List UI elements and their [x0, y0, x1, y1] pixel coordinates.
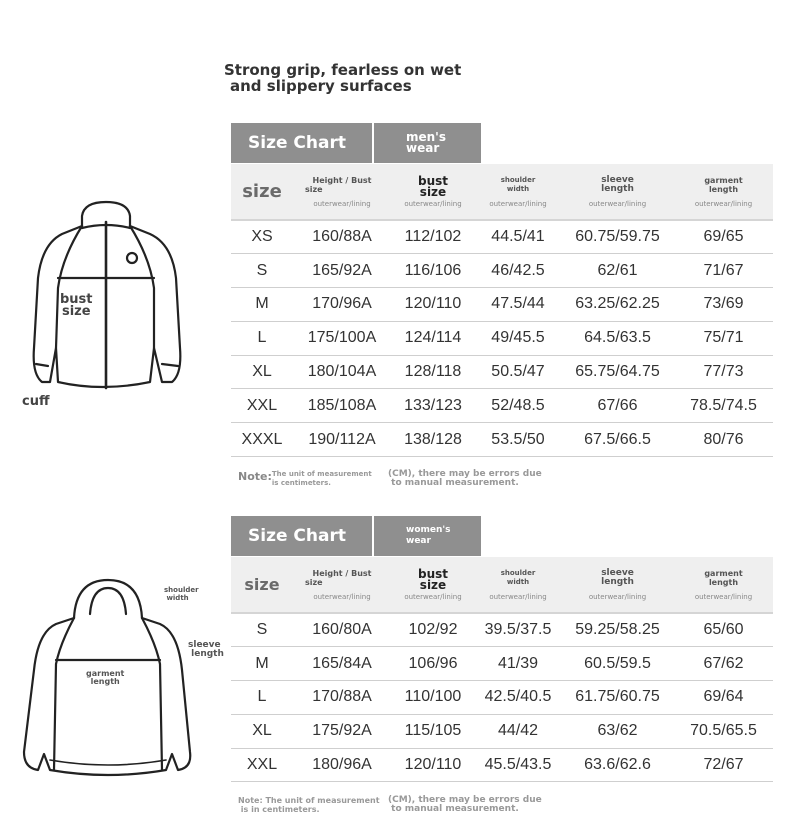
mens-header-garment: garment length outerwear/lining: [674, 164, 773, 220]
size-cell: S: [231, 254, 293, 288]
measurement-cell: 44/42: [475, 714, 561, 748]
size-cell: S: [231, 613, 293, 647]
table-row: [231, 288, 773, 322]
womens-tab-subtitle: women's wear: [374, 516, 481, 556]
table-row: [231, 714, 773, 748]
measurement-cell: 69/64: [674, 681, 773, 715]
mens-size-chart-tab: [231, 123, 481, 163]
measurement-cell: 50.5/47: [475, 355, 561, 389]
measurement-cell: 185/108A: [293, 389, 391, 423]
womens-header-bust: bust size outerwear/lining: [391, 557, 475, 613]
measurement-cell: 47.5/44: [475, 288, 561, 322]
measurement-cell: 112/102: [391, 220, 475, 254]
measurement-cell: 160/88A: [293, 220, 391, 254]
measurement-cell: 52/48.5: [475, 389, 561, 423]
measurement-cell: 160/80A: [293, 613, 391, 647]
table-row: [231, 254, 773, 288]
measurement-cell: 180/96A: [293, 748, 391, 782]
mens-note: Note:The unit of measurement is centimeters. (CM), there may be errors due to manual measurement.: [238, 469, 542, 488]
size-cell: XL: [231, 355, 293, 389]
measurement-cell: 53.5/50: [475, 423, 561, 457]
measurement-cell: 165/84A: [293, 647, 391, 681]
table-row: [231, 389, 773, 423]
mens-tab-title: Size Chart: [231, 123, 372, 163]
measurement-cell: 46/42.5: [475, 254, 561, 288]
mens-header-height-bust: Height / Bust size outerwear/lining: [293, 164, 391, 220]
measurement-cell: 165/92A: [293, 254, 391, 288]
size-cell: XXXL: [231, 423, 293, 457]
table-row: [231, 613, 773, 647]
measurement-cell: 67.5/66.5: [561, 423, 674, 457]
measurement-cell: 80/76: [674, 423, 773, 457]
mens-tab-subtitle: men's wear: [374, 123, 481, 163]
mens-header-row: [231, 164, 773, 220]
measurement-cell: 120/110: [391, 288, 475, 322]
womens-note: Note: The unit of measurement is in centimeters. (CM), there may be errors due to manual measurement.: [238, 795, 542, 814]
size-cell: L: [231, 681, 293, 715]
measurement-cell: 170/96A: [293, 288, 391, 322]
measurement-cell: 180/104A: [293, 355, 391, 389]
size-cell: M: [231, 288, 293, 322]
size-cell: XXL: [231, 748, 293, 782]
measurement-cell: 41/39: [475, 647, 561, 681]
measurement-cell: 124/114: [391, 321, 475, 355]
size-cell: XL: [231, 714, 293, 748]
womens-header-garment: garment length outerwear/lining: [674, 557, 773, 613]
measurement-cell: 170/88A: [293, 681, 391, 715]
measurement-cell: 175/92A: [293, 714, 391, 748]
measurement-cell: 60.75/59.75: [561, 220, 674, 254]
womens-garment-length-label: garment length: [86, 669, 125, 686]
measurement-cell: 63/62: [561, 714, 674, 748]
womens-sleeve-length-label: sleeve length: [188, 640, 224, 659]
table-row: [231, 355, 773, 389]
measurement-cell: 78.5/74.5: [674, 389, 773, 423]
measurement-cell: 120/110: [391, 748, 475, 782]
measurement-cell: 42.5/40.5: [475, 681, 561, 715]
size-cell: M: [231, 647, 293, 681]
headline-line-1: Strong grip, fearless on wet: [224, 61, 462, 79]
size-cell: XXL: [231, 389, 293, 423]
mens-header-bust: bust size outerwear/lining: [391, 164, 475, 220]
mens-cuff-label: cuff: [22, 394, 50, 409]
womens-size-table: [231, 557, 773, 782]
measurement-cell: 65/60: [674, 613, 773, 647]
measurement-cell: 65.75/64.75: [561, 355, 674, 389]
mens-size-table: [231, 164, 773, 457]
measurement-cell: 67/66: [561, 389, 674, 423]
womens-size-chart-tab: [231, 516, 481, 556]
measurement-cell: 59.25/58.25: [561, 613, 674, 647]
measurement-cell: 102/92: [391, 613, 475, 647]
measurement-cell: 115/105: [391, 714, 475, 748]
table-row: [231, 748, 773, 782]
measurement-cell: 110/100: [391, 681, 475, 715]
measurement-cell: 70.5/65.5: [674, 714, 773, 748]
mens-bust-size-label: bust size: [60, 292, 93, 319]
mens-header-sleeve: sleeve length outerwear/lining: [561, 164, 674, 220]
womens-header-height-bust: Height / Bust size outerwear/lining: [293, 557, 391, 613]
table-row: [231, 220, 773, 254]
measurement-cell: 72/67: [674, 748, 773, 782]
measurement-cell: 60.5/59.5: [561, 647, 674, 681]
womens-tab-title: Size Chart: [231, 516, 372, 556]
measurement-cell: 138/128: [391, 423, 475, 457]
measurement-cell: 63.25/62.25: [561, 288, 674, 322]
measurement-cell: 190/112A: [293, 423, 391, 457]
size-cell: L: [231, 321, 293, 355]
headline-line-2: and slippery surfaces: [230, 77, 412, 95]
table-row: [231, 321, 773, 355]
measurement-cell: 71/67: [674, 254, 773, 288]
womens-header-sleeve: sleeve length outerwear/lining: [561, 557, 674, 613]
measurement-cell: 106/96: [391, 647, 475, 681]
womens-shoulder-width-label: shoulder width: [164, 586, 199, 602]
measurement-cell: 45.5/43.5: [475, 748, 561, 782]
womens-header-size: size: [231, 557, 293, 613]
table-row: [231, 681, 773, 715]
measurement-cell: 77/73: [674, 355, 773, 389]
womens-table-body: [231, 613, 773, 782]
mens-header-shoulder: shoulder width outerwear/lining: [475, 164, 561, 220]
womens-header-shoulder: shoulder width outerwear/lining: [475, 557, 561, 613]
mens-header-size: size: [231, 164, 293, 220]
measurement-cell: 49/45.5: [475, 321, 561, 355]
measurement-cell: 73/69: [674, 288, 773, 322]
measurement-cell: 75/71: [674, 321, 773, 355]
measurement-cell: 69/65: [674, 220, 773, 254]
measurement-cell: 175/100A: [293, 321, 391, 355]
womens-header-row: [231, 557, 773, 613]
table-row: [231, 423, 773, 457]
table-row: [231, 647, 773, 681]
measurement-cell: 67/62: [674, 647, 773, 681]
mens-table-body: [231, 220, 773, 457]
measurement-cell: 39.5/37.5: [475, 613, 561, 647]
measurement-cell: 133/123: [391, 389, 475, 423]
measurement-cell: 128/118: [391, 355, 475, 389]
measurement-cell: 61.75/60.75: [561, 681, 674, 715]
measurement-cell: 116/106: [391, 254, 475, 288]
measurement-cell: 64.5/63.5: [561, 321, 674, 355]
measurement-cell: 63.6/62.6: [561, 748, 674, 782]
size-cell: XS: [231, 220, 293, 254]
headline: [224, 62, 524, 94]
measurement-cell: 62/61: [561, 254, 674, 288]
measurement-cell: 44.5/41: [475, 220, 561, 254]
mens-jacket-diagram: [22, 198, 192, 392]
